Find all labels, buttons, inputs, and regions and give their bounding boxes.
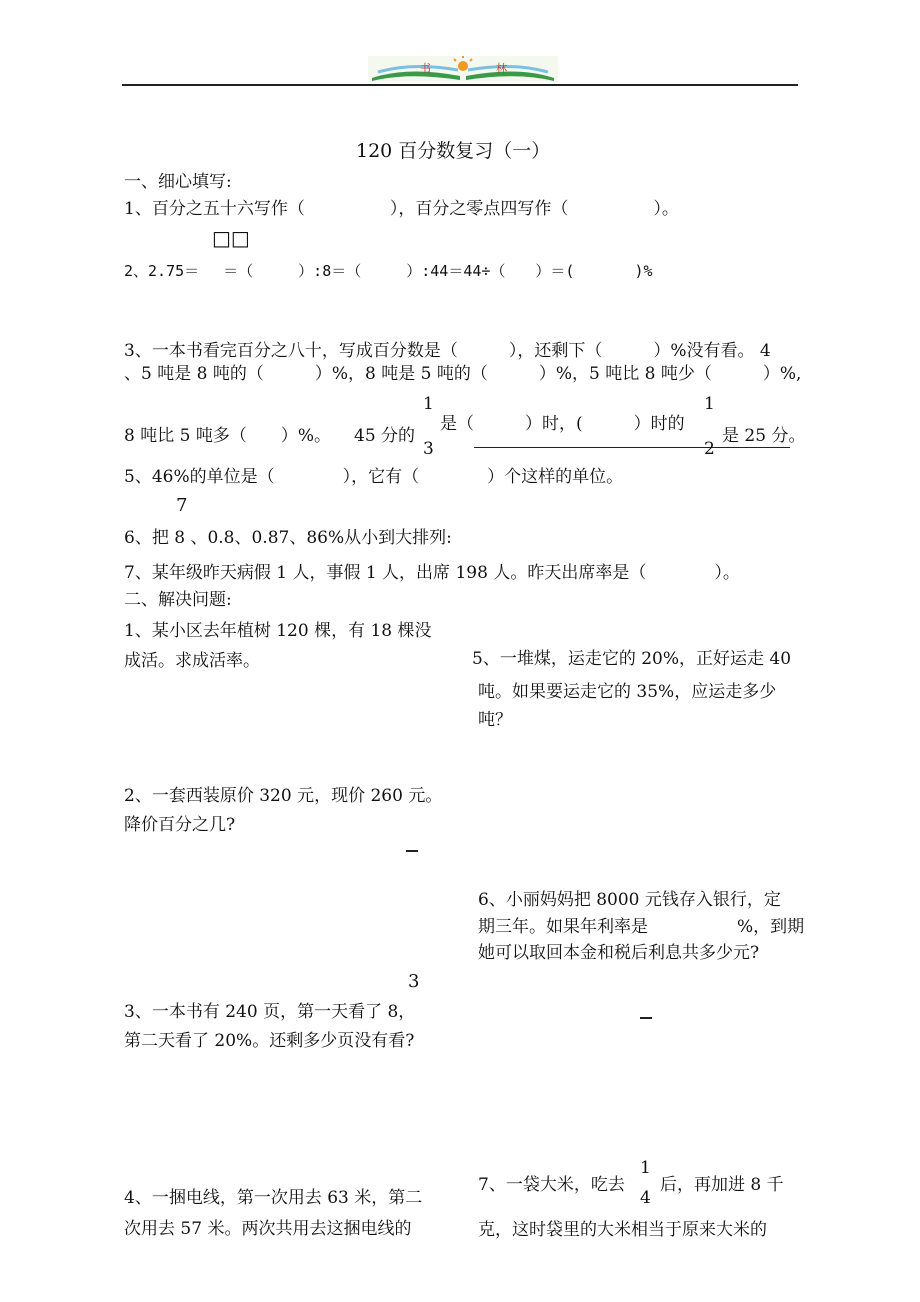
answer-boxes: □□ — [212, 226, 250, 250]
fraction-bar-stray-1 — [406, 850, 418, 852]
section-heading-solve: 二、解决问题: — [124, 590, 232, 610]
problem-5-line2: 吨。如果要运走它的 35%，应运走多少 — [478, 682, 777, 702]
question-4-line2: 8 吨比 5 吨多（ ）%。 — [124, 426, 331, 446]
problem-6-line2b: %，到期 — [737, 917, 805, 937]
question-4-time-text-3: 是 25 分。 — [722, 426, 806, 446]
problem-6-line3: 她可以取回本金和税后利息共多少元? — [478, 943, 760, 963]
logo-left-text: 书 — [420, 62, 431, 75]
question-3: 3、一本书看完百分之八十，写成百分数是（ ），还剩下（ ）%没有看。 4 — [124, 341, 771, 361]
question-1: 1、百分之五十六写作（ ），百分之零点四写作（ ）。 — [124, 199, 679, 219]
problem-7-line1b: 后，再加进 8 千 — [660, 1175, 784, 1195]
problem-7-numerator: 1 — [640, 1158, 651, 1178]
question-4-line1: 、5 吨是 8 吨的（ ）%，8 吨是 5 吨的（ ）%，5 吨比 8 吨少（ ）%, — [124, 364, 802, 384]
question-4-time-text-2: 是（ ）时，( ）时的 — [440, 414, 685, 434]
question-6: 6、把 8 、0.8、0.87、86%从小到大排列: — [124, 528, 452, 548]
problem-2-line1: 2、一套西装原价 320 元，现价 260 元。 — [124, 786, 443, 806]
problem-2-line2: 降价百分之几? — [124, 815, 236, 835]
problem-1-line1: 1、某小区去年植树 120 棵，有 18 棵没 — [124, 621, 432, 641]
problem-3-line1: 3、一本书有 240 页，第一天看了 8， — [124, 1002, 416, 1022]
problem-7-line2: 克，这时袋里的大米相当于原来大米的 — [478, 1220, 767, 1240]
fraction-1-numerator: 1 — [423, 394, 434, 414]
answer-underline — [474, 447, 790, 448]
fraction-bar-stray-2 — [640, 1017, 652, 1019]
problem-7-denominator: 4 — [640, 1188, 651, 1208]
header-rule — [122, 84, 798, 86]
fraction-2-denominator: 2 — [704, 439, 715, 459]
question-7: 7、某年级昨天病假 1 人，事假 1 人，出席 198 人。昨天出席率是（ ）。 — [124, 563, 740, 583]
problem-6-line1: 6、小丽妈妈把 8000 元钱存入银行，定 — [478, 890, 781, 910]
logo-right-text: 林 — [496, 62, 507, 75]
problem-6-line2a: 期三年。如果年利率是 — [478, 917, 648, 937]
question-6-numerator: 7 — [176, 495, 188, 516]
problem-1-line2: 成活。求成活率。 — [124, 651, 260, 671]
question-4-time-text: 45 分的 — [354, 426, 416, 446]
fraction-1-denominator: 3 — [423, 439, 434, 459]
question-2: 2、2.75＝ ＝（ ）:8＝（ ）:44＝44÷（ ）＝( )% — [124, 262, 653, 280]
question-5: 5、46%的单位是（ ），它有（ ）个这样的单位。 — [124, 467, 624, 487]
problem-5-line1: 5、一堆煤，运走它的 20%，正好运走 40 — [472, 649, 792, 669]
fraction-2-numerator: 1 — [704, 394, 715, 414]
problem-3-line2: 第二天看了 20%。还剩多少页没有看? — [124, 1031, 415, 1051]
page-title: 120 百分数复习（一） — [356, 140, 551, 162]
problem-4-line1: 4、一捆电线，第一次用去 63 米，第二 — [124, 1188, 423, 1208]
problem-7-line1a: 7、一袋大米，吃去 — [478, 1175, 625, 1195]
section-heading-fill: 一、细心填写: — [124, 172, 232, 192]
header-logo — [368, 56, 558, 82]
problem-5-line3: 吨？ — [478, 710, 512, 730]
problem-4-line2: 次用去 57 米。两次共用去这捆电线的 — [124, 1219, 412, 1239]
problem-3-numerator: 3 — [408, 971, 420, 992]
